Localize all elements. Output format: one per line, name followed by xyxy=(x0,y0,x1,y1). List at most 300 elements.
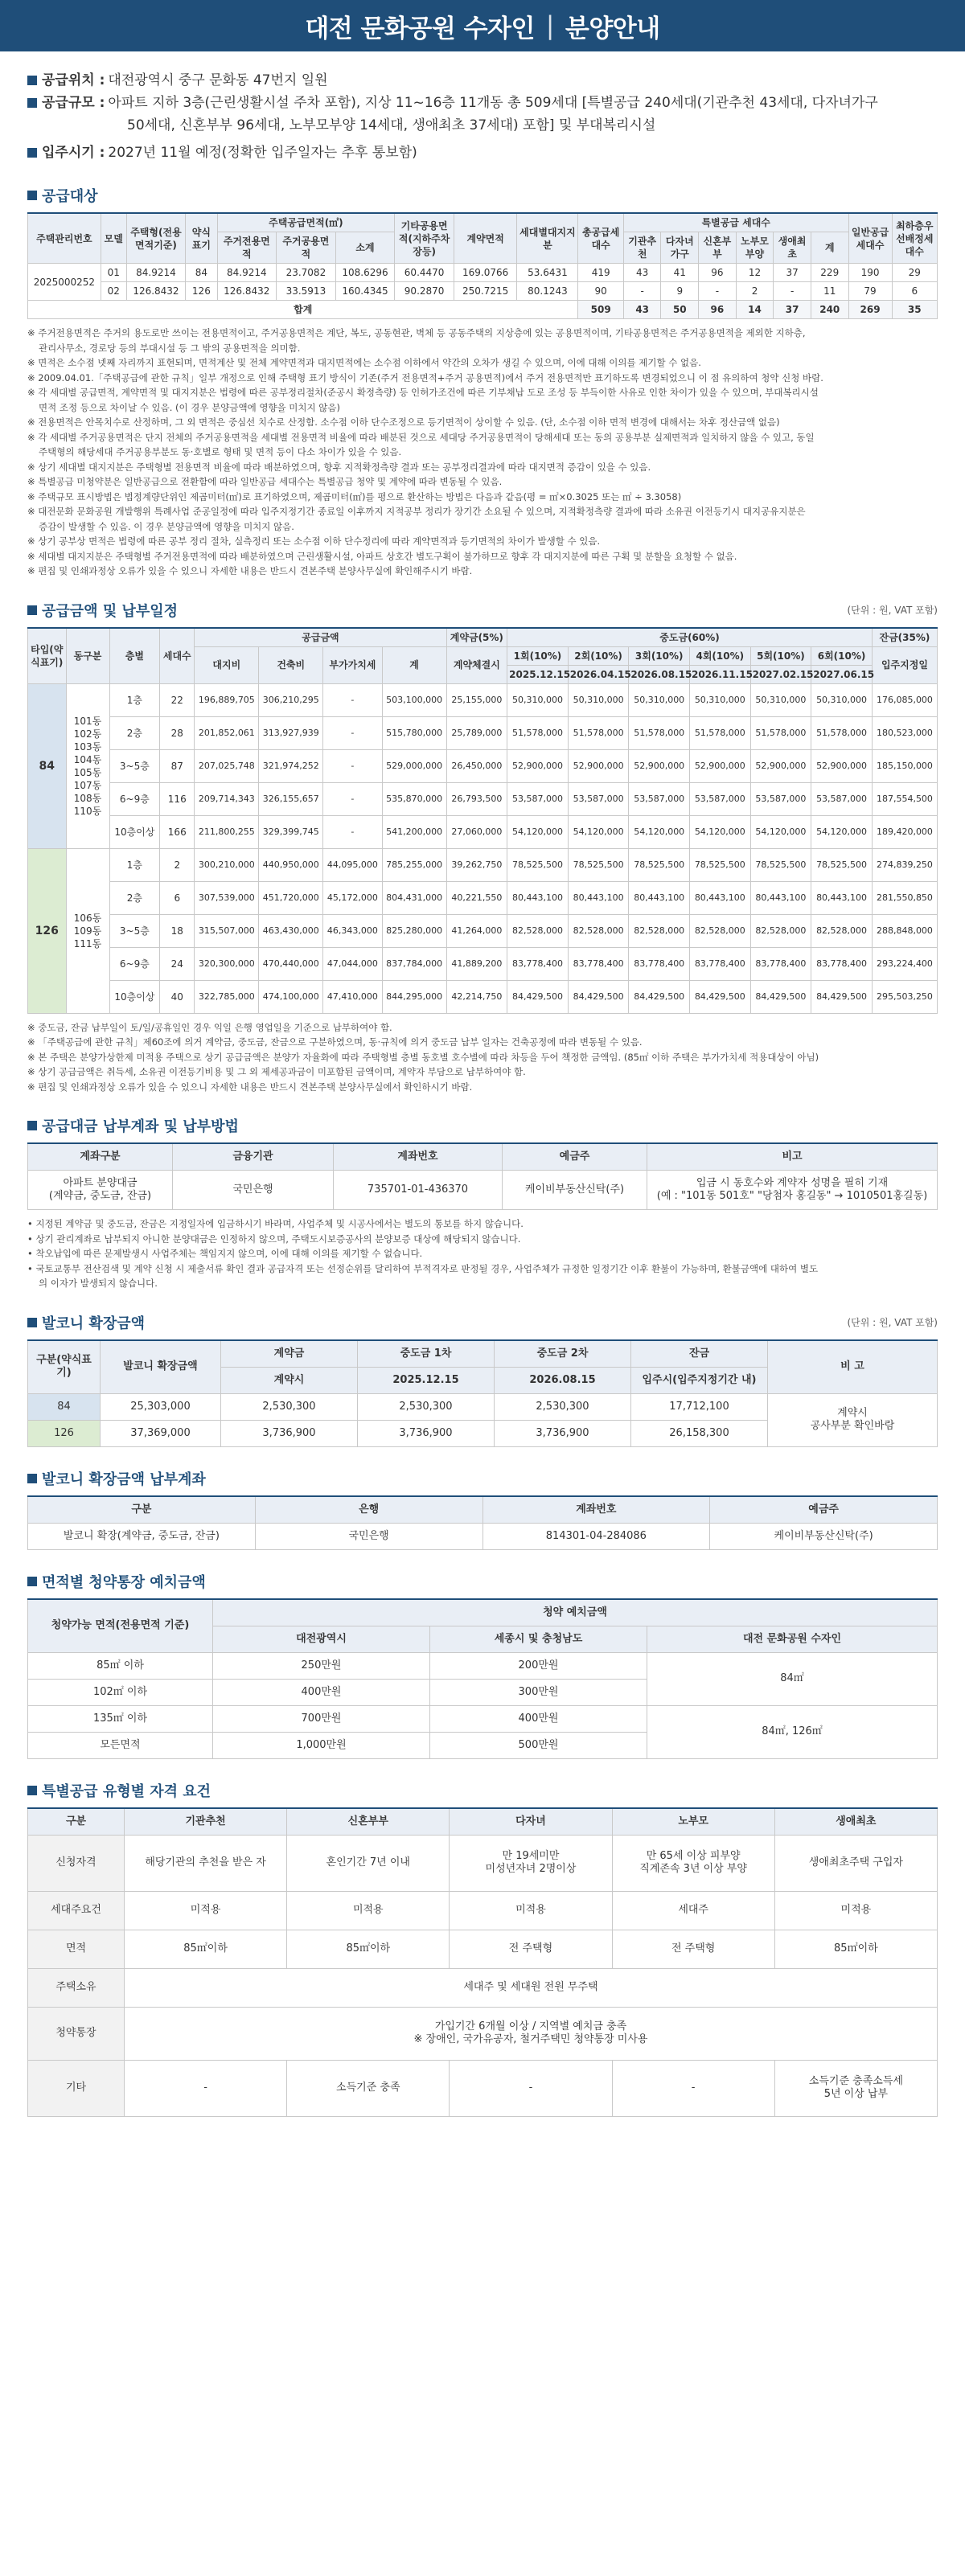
scale-value-cont: 50세대, 신혼부부 96세대, 노부모부양 14세대, 생애최초 37세대) 포함] 및 부대복리시설 xyxy=(127,117,656,133)
supply-cell: 250.7215 xyxy=(454,282,517,301)
price-cell: 78,525,500 xyxy=(507,848,569,881)
supply-cell: 23.7082 xyxy=(277,264,336,282)
note-line: 주택형의 해당세대 주거공용부분도 동·호별로 형태 및 면적 등이 다소 차이가 있을 수 있음. xyxy=(39,446,402,457)
price-cell: 51,578,000 xyxy=(750,716,811,749)
th-first: 생애최초 xyxy=(774,232,811,264)
section-square-icon xyxy=(27,191,37,200)
balcony-section xyxy=(27,1312,938,1447)
th-total: 총공급세대수 xyxy=(578,213,623,264)
price-cell: 470,440,000 xyxy=(259,947,323,980)
bullet-square-icon xyxy=(27,148,37,158)
price-cell: 313,927,939 xyxy=(259,716,323,749)
price-cell: 54,120,000 xyxy=(750,815,811,848)
dong-list: 106동 109동 111동 xyxy=(66,848,109,1013)
ba-number: 814301-04-284086 xyxy=(482,1523,710,1549)
bullet-square-icon xyxy=(27,98,37,108)
note-line: ※ 2009.04.01.「주택공급에 관한 규칙」일부 개정으로 인해 주택형 표기 방식이 기존(주거 전용면적+주거 공용면적)에서 주거 전용면적만 표기하도록 변경되었으니 이 점 유의하여 청약 신청 바람. xyxy=(27,371,823,384)
price-cell: 463,430,000 xyxy=(259,914,323,947)
price-cell: 3~5층 xyxy=(109,749,160,782)
table-row xyxy=(28,2007,938,2060)
location-value: 대전광역시 중구 문화동 47번지 일원 xyxy=(108,72,328,88)
balcony-account-table xyxy=(27,1495,938,1550)
supply-total-label: 합계 xyxy=(28,301,578,319)
account-section xyxy=(27,1115,938,1291)
th-area: 주택공급면적(㎡) xyxy=(217,213,395,232)
supply-cell: 90 xyxy=(578,282,623,301)
th-mid: 중도금(60%) xyxy=(507,628,873,647)
acct-number: 735701-01-436370 xyxy=(334,1171,503,1210)
supply-total-cell: 14 xyxy=(736,301,774,319)
supply-total-cell: 35 xyxy=(892,301,937,319)
balcony-account-title: 발코니 확장금액 납부계좌 xyxy=(42,1471,206,1488)
page-banner xyxy=(0,0,965,51)
th-excl: 주거전용면적 xyxy=(217,232,277,264)
supply-section-title: 공급대상 xyxy=(42,188,98,205)
supply-total-cell: 37 xyxy=(774,301,811,319)
th-bal-deposit: 계약금 xyxy=(221,1340,358,1368)
supply-cell: 11 xyxy=(811,282,848,301)
sp-cell: 85㎡이하 xyxy=(287,1930,450,1968)
supply-cell: 126 xyxy=(186,282,217,301)
bal-type-84: 84 xyxy=(28,1393,101,1420)
th-subtotal: 계 xyxy=(811,232,848,264)
bal-remark xyxy=(768,1393,938,1446)
note-line: ※ 「주택공급에 관한 규칙」제60조에 의거 계약금, 중도금, 잔금으로 구분하였으며, 동·규칙에 의거 중도금 납부 일자는 건축공정에 따라 변동될 수 있음. xyxy=(27,1036,643,1048)
price-cell: 53,587,000 xyxy=(568,782,629,815)
supply-cell: 37 xyxy=(774,264,811,282)
price-notes xyxy=(27,1020,938,1095)
sp-row-label: 기타 xyxy=(28,2060,125,2116)
th-bal-type: 구분(약식표기) xyxy=(28,1340,101,1394)
supply-cell: 29 xyxy=(892,264,937,282)
price-cell: 52,900,000 xyxy=(690,749,751,782)
th-units: 세대수 xyxy=(160,628,195,684)
note-line: ※ 각 세대별 주거공용면적은 단지 전체의 주거공용면적을 세대별 전용면적 비율에 따라 배분된 것으로 세대당 주거공용면적이 당해세대 또는 동의 공용부분 실제면적과 일치하지 않을 수 있고, 동일 xyxy=(27,431,815,443)
price-section-title: 공급금액 및 납부일정 xyxy=(42,602,179,620)
acct-note-line: 입금 시 동호수와 계약자 성명을 필히 기재 xyxy=(696,1177,889,1189)
price-cell: 39,262,750 xyxy=(446,848,507,881)
price-cell: 82,528,000 xyxy=(690,914,751,947)
price-cell: 53,587,000 xyxy=(507,782,569,815)
th-m6: 6회(10%) xyxy=(811,646,873,665)
price-table xyxy=(27,627,938,1014)
th-dep-daejeon: 대전광역시 xyxy=(213,1626,430,1652)
sp-row-label: 면적 xyxy=(28,1930,125,1968)
th-dong: 동구분 xyxy=(66,628,109,684)
note-line: ※ 전용면적은 안목치수로 산정하며, 그 외 면적은 중심선 치수로 산정함. 소수점 이하 단수조정으로 등기면적이 상이할 수 있음. (단, 소수점 이하 면적 변경에 대해서는 차후 정산금액 없음) xyxy=(27,416,780,428)
table-row xyxy=(28,301,938,319)
supply-cell: 126.8432 xyxy=(217,282,277,301)
supply-cell: 43 xyxy=(623,264,661,282)
price-cell: 515,780,000 xyxy=(382,716,446,749)
supply-cell: 41 xyxy=(661,264,699,282)
price-cell: 315,507,000 xyxy=(195,914,259,947)
th-other: 기타공용면적(지하주차장등) xyxy=(395,213,454,264)
note-line: • 국토교통부 전산검색 및 계약 신청 시 제출서류 확인 결과 공급자격 또는 선정순위를 달리하여 부적격자로 판정될 경우, 사업주체가 규정한 일정기간 이후 환불이 가능하며, 환불금액에 대하여 별도 xyxy=(27,1262,819,1274)
dep-daejeon: 400만원 xyxy=(213,1679,430,1705)
th-supply-amount: 공급금액 xyxy=(195,628,446,647)
supply-cell: 80.1243 xyxy=(517,282,578,301)
bal-balance: 26,158,300 xyxy=(631,1420,768,1446)
th-sp-kind: 구분 xyxy=(28,1808,125,1836)
dep-area: 102㎡ 이하 xyxy=(28,1679,213,1705)
th-d6: 2027.06.15 xyxy=(811,665,873,683)
bal-mid1: 3,736,900 xyxy=(358,1420,495,1446)
note-line: ※ 상기 세대별 대지지분은 주택형별 전용면적 비율에 따라 배분하였으며, 향후 지적확정측량 결과 또는 공부정리결과에 따라 대지면적 증감이 있을 수 있음. xyxy=(27,461,651,473)
price-cell: 78,525,500 xyxy=(629,848,690,881)
sp-cell-line: 만 65세 이상 피부양 xyxy=(646,1850,741,1862)
price-cell: 50,310,000 xyxy=(507,683,569,716)
ba-kind: 발코니 확장(계약금, 중도금, 잔금) xyxy=(28,1523,256,1549)
price-cell: 54,120,000 xyxy=(690,815,751,848)
supply-cell: 160.4345 xyxy=(335,282,395,301)
note-line: • 지정된 계약금 및 중도금, 잔금은 지정일자에 입금하시기 바라며, 사업주체 및 시공사에서는 별도의 통보를 하지 않습니다. xyxy=(27,1218,524,1229)
th-on-contract: 계약체결시 xyxy=(446,646,507,683)
table-row xyxy=(28,947,938,980)
note-line: ※ 중도금, 잔금 납부일이 토/일/공휴일인 경우 익일 은행 영업일을 기준으로 납부하여야 함. xyxy=(27,1021,392,1033)
th-sp-parent: 노부모 xyxy=(612,1808,774,1836)
price-cell: 82,528,000 xyxy=(811,914,873,947)
movein-label: 입주시기 : xyxy=(42,145,105,161)
price-cell: 180,523,000 xyxy=(872,716,937,749)
price-cell: 326,155,657 xyxy=(259,782,323,815)
th-m5: 5회(10%) xyxy=(750,646,811,665)
th-parent: 노부모부양 xyxy=(736,232,774,264)
price-cell: 6~9층 xyxy=(109,947,160,980)
price-cell: 42,214,750 xyxy=(446,980,507,1013)
price-cell: 116 xyxy=(160,782,195,815)
sp-cell-line: 5년 이상 납부 xyxy=(823,2088,889,2100)
price-unit: (단위 : 원, VAT 포함) xyxy=(847,605,938,616)
supply-cell: 108.6296 xyxy=(335,264,395,282)
price-cell: 26,450,000 xyxy=(446,749,507,782)
supply-notes xyxy=(27,326,938,579)
th-acct-note: 비고 xyxy=(647,1143,938,1171)
th-bal-amount: 발코니 확장금액 xyxy=(101,1340,221,1394)
price-cell: 6~9층 xyxy=(109,782,160,815)
table-row xyxy=(28,2060,938,2116)
price-cell: 2층 xyxy=(109,716,160,749)
th-ba-kind: 구분 xyxy=(28,1496,256,1524)
table-row xyxy=(28,282,938,301)
price-cell: 24 xyxy=(160,947,195,980)
section-square-icon xyxy=(27,1577,37,1586)
price-cell: - xyxy=(323,782,382,815)
sp-cell-line: 가입기간 6개월 이상 / 지역별 예치금 충족 xyxy=(434,2020,627,2032)
price-cell: 211,800,255 xyxy=(195,815,259,848)
th-inst: 기관추천 xyxy=(623,232,661,264)
table-row xyxy=(28,980,938,1013)
dep-area: 모든면적 xyxy=(28,1732,213,1758)
th-common: 주거공용면적 xyxy=(277,232,336,264)
th-land-cost: 대지비 xyxy=(195,646,259,683)
price-cell: 281,550,850 xyxy=(872,881,937,914)
price-cell: 50,310,000 xyxy=(750,683,811,716)
sp-cell: 미적용 xyxy=(287,1891,450,1930)
th-short: 약식표기 xyxy=(186,213,217,264)
supply-total-cell: 96 xyxy=(699,301,737,319)
supply-cell: 79 xyxy=(848,282,892,301)
th-special: 특별공급 세대수 xyxy=(623,213,848,232)
sp-cell xyxy=(450,1835,612,1891)
price-cell: 474,100,000 xyxy=(259,980,323,1013)
price-cell: 451,720,000 xyxy=(259,881,323,914)
price-cell: 785,255,000 xyxy=(382,848,446,881)
note-line: 면적 조정 등으로 차이날 수 있음. (이 경우 분양금액에 영향을 미치지 않음) xyxy=(39,401,340,413)
price-cell: 1층 xyxy=(109,683,160,716)
sp-cell: - xyxy=(612,2060,774,2116)
price-cell: 78,525,500 xyxy=(811,848,873,881)
price-cell: 503,100,000 xyxy=(382,683,446,716)
ba-holder: 케이비부동산신탁(주) xyxy=(710,1523,938,1549)
deposit-table xyxy=(27,1598,938,1759)
th-sum: 소계 xyxy=(335,232,395,264)
acct-kind xyxy=(28,1171,173,1210)
price-cell: 10층이상 xyxy=(109,980,160,1013)
price-cell: 25,155,000 xyxy=(446,683,507,716)
location-label: 공급위치 : xyxy=(42,72,105,88)
sp-cell-line: 미성년자녀 2명이상 xyxy=(485,1863,577,1875)
th-ba-number: 계좌번호 xyxy=(482,1496,710,1524)
supply-table xyxy=(27,212,938,319)
th-d4: 2026.11.15 xyxy=(690,665,751,683)
price-cell: 22 xyxy=(160,683,195,716)
supply-cell: 2 xyxy=(736,282,774,301)
price-cell: 78,525,500 xyxy=(750,848,811,881)
price-cell: 529,000,000 xyxy=(382,749,446,782)
note-line: 증감이 발생할 수 있음. 이 경우 분양금액에 영향을 미치지 않음. xyxy=(39,520,294,532)
price-cell: 53,587,000 xyxy=(629,782,690,815)
note-line: • 상기 관리계좌로 납부되지 아니한 분양대금은 인정하지 않으며, 주택도시보증공사의 분양보증 대상에 해당되지 않습니다. xyxy=(27,1233,521,1245)
price-cell: 44,095,000 xyxy=(323,848,382,881)
price-cell: 804,431,000 xyxy=(382,881,446,914)
price-cell: 166 xyxy=(160,815,195,848)
price-cell: 825,280,000 xyxy=(382,914,446,947)
sp-cell: 해당기관의 추천을 받은 자 xyxy=(125,1835,287,1891)
acct-holder: 케이비부동산신탁(주) xyxy=(503,1171,647,1210)
bal-amount: 37,369,000 xyxy=(101,1420,221,1446)
note-line: ※ 각 세대별 공급면적, 계약면적 및 대지지분은 법령에 따른 공부정리절차(준공시 확정측량) 등 인허가조건에 따른 기부채납 도로 조성 등 부득이한 사유로 인한 차이가 있을 수 있으며, 부대복리시설 xyxy=(27,387,819,398)
price-cell: 844,295,000 xyxy=(382,980,446,1013)
price-cell: 288,848,000 xyxy=(872,914,937,947)
dong-list: 101동 102동 103동 104동 105동 107동 108동 110동 xyxy=(66,683,109,848)
note-line: 관리사무소, 경로당 등의 부대시설 등 그 밖의 공용면적을 의미함. xyxy=(39,342,301,354)
price-cell: 51,578,000 xyxy=(811,716,873,749)
th-acct-holder: 예금주 xyxy=(503,1143,647,1171)
th-vat: 부가가치세 xyxy=(323,646,382,683)
price-cell: 50,310,000 xyxy=(690,683,751,716)
sp-cell: 혼인기간 7년 이내 xyxy=(287,1835,450,1891)
page-subtitle: 분양안내 xyxy=(565,14,660,43)
th-balance: 잔금(35%) xyxy=(872,628,937,647)
price-cell: 83,778,400 xyxy=(629,947,690,980)
dep-complex: 84㎡, 126㎡ xyxy=(647,1705,938,1758)
table-row xyxy=(28,716,938,749)
table-row xyxy=(28,264,938,282)
price-cell: 52,900,000 xyxy=(811,749,873,782)
price-cell: 25,789,000 xyxy=(446,716,507,749)
dep-area: 85㎡ 이하 xyxy=(28,1652,213,1679)
table-row xyxy=(28,881,938,914)
note-line: ※ 주거전용면적은 주거의 용도로만 쓰이는 전용면적이고, 주거공용면적은 계단, 복도, 공동현관, 벽체 등 공동주택의 지상층에 있는 공용면적이며, 기타공용면적은 주거공용면적을 제외한 지하층, xyxy=(27,327,806,338)
price-cell: 84,429,500 xyxy=(507,980,569,1013)
dep-daejeon: 1,000만원 xyxy=(213,1732,430,1758)
note-line: ※ 주택규모 표시방법은 법정계량단위인 제곱미터(㎡)로 표기하였으며, 제곱미터(㎡)를 평으로 환산하는 방법은 다음과 같음(평 = ㎡×0.3025 또는 ㎡ ÷ 3.3058) xyxy=(27,490,682,502)
th-land: 세대별대지지분 xyxy=(517,213,578,264)
price-cell: 52,900,000 xyxy=(629,749,690,782)
supply-cell: 01 xyxy=(101,264,126,282)
table-row xyxy=(28,914,938,947)
price-section xyxy=(27,600,938,1095)
note-line: ※ 편집 및 인쇄과정상 오류가 있을 수 있으니 자세한 내용은 반드시 견본주택 분양사무실에서 확인하시기 바람. xyxy=(27,1081,473,1093)
price-cell: 6 xyxy=(160,881,195,914)
acct-note xyxy=(647,1171,938,1210)
supply-cell: 126.8432 xyxy=(126,282,186,301)
price-cell: 40,221,550 xyxy=(446,881,507,914)
price-cell: 84,429,500 xyxy=(750,980,811,1013)
price-cell: 50,310,000 xyxy=(629,683,690,716)
sp-cell: 전 주택형 xyxy=(450,1930,612,1968)
th-acct-number: 계좌번호 xyxy=(334,1143,503,1171)
supply-cell: 84.9214 xyxy=(217,264,277,282)
price-cell: 80,443,100 xyxy=(750,881,811,914)
price-cell: 80,443,100 xyxy=(507,881,569,914)
price-cell: 837,784,000 xyxy=(382,947,446,980)
price-cell: 51,578,000 xyxy=(629,716,690,749)
balcony-unit: (단위 : 원, VAT 포함) xyxy=(847,1317,938,1328)
price-cell: 83,778,400 xyxy=(690,947,751,980)
acct-kind-line: (계약금, 중도금, 잔금) xyxy=(48,1190,152,1202)
sp-row-label: 청약통장 xyxy=(28,2007,125,2060)
bal-remark-line: 공사부분 확인바람 xyxy=(810,1420,895,1432)
th-m1: 1회(10%) xyxy=(507,646,569,665)
supply-cell: 419 xyxy=(578,264,623,282)
balcony-table xyxy=(27,1339,938,1447)
price-cell: 54,120,000 xyxy=(629,815,690,848)
price-cell: 80,443,100 xyxy=(568,881,629,914)
sp-cell: 85㎡이하 xyxy=(125,1930,287,1968)
th-acct-bank: 금융기관 xyxy=(173,1143,334,1171)
th-newly: 신혼부부 xyxy=(699,232,737,264)
price-cell: 187,554,500 xyxy=(872,782,937,815)
th-price-sum: 계 xyxy=(382,646,446,683)
section-square-icon xyxy=(27,1786,37,1795)
sp-cell: 85㎡이하 xyxy=(774,1930,937,1968)
dep-daejeon: 250만원 xyxy=(213,1652,430,1679)
table-row xyxy=(28,749,938,782)
price-cell: 300,210,000 xyxy=(195,848,259,881)
sp-cell: 미적용 xyxy=(450,1891,612,1930)
sp-cell-line: 소득기준 충족소득세 xyxy=(808,2075,903,2087)
bal-remark-line: 계약시 xyxy=(837,1407,868,1419)
supply-cell: 190 xyxy=(848,264,892,282)
sp-cell xyxy=(612,1835,774,1891)
price-cell: 83,778,400 xyxy=(750,947,811,980)
price-cell: 541,200,000 xyxy=(382,815,446,848)
dep-area: 135㎡ 이하 xyxy=(28,1705,213,1732)
bal-balance: 17,712,100 xyxy=(631,1393,768,1420)
th-sp-first: 생애최초 xyxy=(774,1808,937,1836)
price-cell: 54,120,000 xyxy=(568,815,629,848)
price-cell: 2층 xyxy=(109,881,160,914)
note-line: ※ 편집 및 인쇄과정상 오류가 있을 수 있으니 자세한 내용은 반드시 견본주택 분양사무실에 확인해주시기 바람. xyxy=(27,565,473,576)
deposit-section-title: 면적별 청약통장 예치금액 xyxy=(42,1573,206,1591)
bal-mid2: 3,736,900 xyxy=(495,1420,631,1446)
price-cell: 87 xyxy=(160,749,195,782)
th-lowest: 최하층우선배정세대수 xyxy=(892,213,937,264)
price-cell: 41,264,000 xyxy=(446,914,507,947)
sp-cell: 생애최초주택 구입자 xyxy=(774,1835,937,1891)
price-cell: 306,210,295 xyxy=(259,683,323,716)
price-type-126: 126 xyxy=(28,848,67,1013)
th-sp-multi: 다자녀 xyxy=(450,1808,612,1836)
price-cell: 51,578,000 xyxy=(507,716,569,749)
th-ba-holder: 예금주 xyxy=(710,1496,938,1524)
price-cell: 82,528,000 xyxy=(507,914,569,947)
dep-sejong: 400만원 xyxy=(430,1705,647,1732)
note-line: ※ 상기 공부상 면적은 법령에 따른 공부 정리 절차, 실측정리 또는 소수점 이하 단수정리에 따라 계약면적과 등기면적의 차이가 발생할 수 있음. xyxy=(27,535,601,547)
supply-cell: - xyxy=(623,282,661,301)
th-mgmt: 주택관리번호 xyxy=(28,213,101,264)
dep-daejeon: 700만원 xyxy=(213,1705,430,1732)
price-cell: 440,950,000 xyxy=(259,848,323,881)
th-deposit: 계약금(5%) xyxy=(446,628,507,647)
price-cell: 3~5층 xyxy=(109,914,160,947)
th-type: 주택형(전용면적기준) xyxy=(126,213,186,264)
price-cell: 52,900,000 xyxy=(568,749,629,782)
table-row xyxy=(28,1835,938,1891)
th-d3: 2026.08.15 xyxy=(629,665,690,683)
price-cell: 207,025,748 xyxy=(195,749,259,782)
th-multi: 다자녀가구 xyxy=(661,232,699,264)
sp-cell: 미적용 xyxy=(125,1891,287,1930)
th-d5: 2027.02.15 xyxy=(750,665,811,683)
sp-cell xyxy=(774,2060,937,2116)
supply-cell: 02 xyxy=(101,282,126,301)
sp-cell: 소득기준 충족 xyxy=(287,2060,450,2116)
price-cell: 321,974,252 xyxy=(259,749,323,782)
special-table xyxy=(27,1807,938,2117)
section-square-icon xyxy=(27,1474,37,1483)
sp-cell xyxy=(125,2007,938,2060)
price-cell: 50,310,000 xyxy=(811,683,873,716)
supply-total-cell: 240 xyxy=(811,301,848,319)
price-cell: 307,539,000 xyxy=(195,881,259,914)
supply-cell: 9 xyxy=(661,282,699,301)
price-cell: 84,429,500 xyxy=(568,980,629,1013)
supply-cell: 53.6431 xyxy=(517,264,578,282)
deposit-section xyxy=(27,1571,938,1759)
price-cell: 54,120,000 xyxy=(811,815,873,848)
price-cell: - xyxy=(323,716,382,749)
th-movein: 입주지정일 xyxy=(872,646,937,683)
supply-cell: 60.4470 xyxy=(395,264,454,282)
th-bal-s2: 2025.12.15 xyxy=(358,1367,495,1393)
dep-sejong: 500만원 xyxy=(430,1732,647,1758)
price-cell: 535,870,000 xyxy=(382,782,446,815)
table-row xyxy=(28,1393,938,1420)
supply-total-cell: 43 xyxy=(623,301,661,319)
sp-cell: 미적용 xyxy=(774,1891,937,1930)
supply-cell: 90.2870 xyxy=(395,282,454,301)
price-cell: 28 xyxy=(160,716,195,749)
special-section-title: 특별공급 유형별 자격 요건 xyxy=(42,1782,211,1800)
th-bal-s3: 2026.08.15 xyxy=(495,1367,631,1393)
bal-mid2: 2,530,300 xyxy=(495,1393,631,1420)
table-row xyxy=(28,1891,938,1930)
page-title: 대전 문화공원 수자인 xyxy=(305,14,535,43)
price-cell: 46,343,000 xyxy=(323,914,382,947)
